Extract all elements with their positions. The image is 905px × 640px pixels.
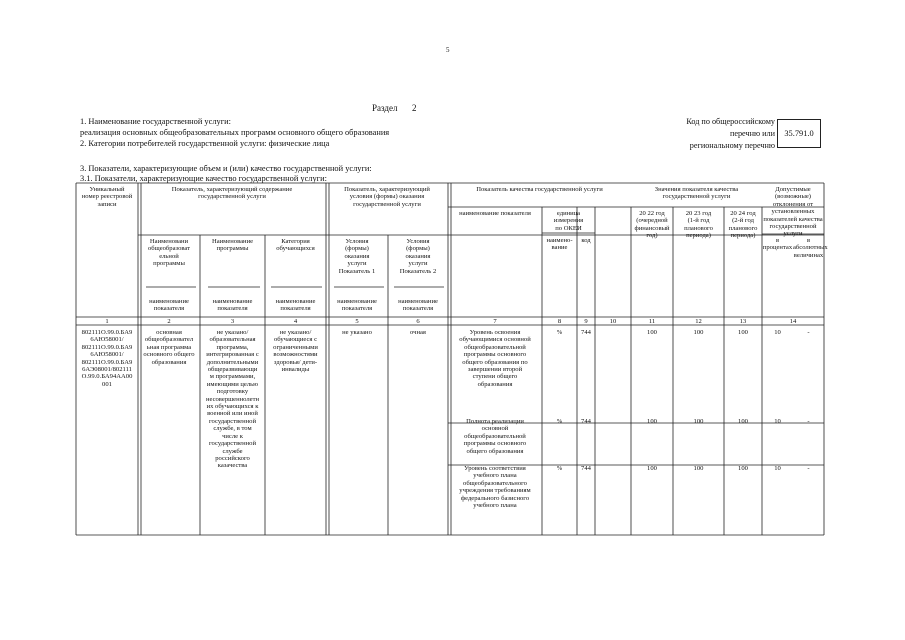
column-number: [138, 318, 200, 325]
program-name-cell-line: м программами,: [209, 373, 256, 381]
unit-code-cell-line: 744: [581, 329, 591, 336]
header-param-label-line: наименование: [149, 298, 189, 305]
header-condition-col-line: (формы): [406, 245, 430, 253]
program-name-cell-line: службе: [222, 447, 243, 455]
column-number: [542, 318, 577, 325]
registry-number-cell-line: О.99.0.БА94АА00: [81, 373, 133, 381]
header-content-col: [265, 238, 326, 253]
header-content-group-line: государственной услуги: [198, 193, 266, 201]
deviation-absolute-cell-line: -: [807, 418, 810, 425]
registry-code-box: 35.791.0: [777, 119, 821, 148]
header-year-2-line: 20 23 год: [685, 210, 712, 217]
quality-indicators-table: [76, 183, 828, 535]
column-number-line: 13: [739, 318, 747, 325]
section-number: 2: [412, 103, 417, 113]
header-content-col-line: ельной: [159, 252, 179, 260]
program-name-cell-line: имеющими целью: [206, 380, 259, 388]
header-unit-group: [542, 210, 595, 232]
header-condition-col: [388, 238, 448, 275]
header-param-label-line: наименование: [398, 298, 438, 305]
column-number: [762, 318, 824, 325]
column-number: [577, 318, 595, 325]
header-year-2-line: периода): [686, 232, 711, 240]
header-unit-group-line: единица: [556, 210, 581, 217]
header-year-3-line: 20 24 год: [730, 210, 756, 217]
header-registry-number-line: номер реестровой: [81, 193, 133, 201]
program-name-cell-line: государственной: [209, 440, 256, 448]
column-number-line: 5: [355, 318, 359, 325]
student-category-cell-line: не указано/: [279, 329, 312, 336]
student-category-cell-line: инвалиды: [281, 366, 310, 374]
header-param-label-line: показателя: [402, 305, 434, 313]
header-unit-name: [542, 237, 577, 252]
unit-code-cell-line: 744: [581, 418, 591, 425]
column-number: [448, 318, 542, 325]
header-unit-group-line: измерения: [553, 217, 584, 225]
header-deviation-group-line: государственной услуги: [769, 223, 817, 238]
column-number-line: 2: [167, 318, 171, 325]
deviation-percent-cell-line: 10: [774, 418, 781, 425]
program-type-cell-line: ьная программа: [146, 343, 192, 351]
column-number-line: 14: [789, 318, 797, 325]
registry-number-cell-line: 6АЭ08001/802111: [82, 366, 132, 374]
section-label: Раздел: [372, 103, 398, 113]
header-year-2-line: планового: [684, 224, 713, 232]
header-deviation-group-line: установленных: [771, 208, 815, 216]
registry-number-cell-line: 802111О.99.0.БА9: [81, 329, 133, 336]
header-param-label: [388, 298, 448, 313]
header-content-group-line: Показатель, характеризующий содержание: [171, 186, 293, 193]
column-number: [595, 318, 631, 325]
unit-code-cell: [577, 418, 595, 425]
column-number-line: 9: [584, 318, 588, 325]
program-name-cell-line: государственной: [209, 417, 256, 425]
header-unit-name-line: вание: [551, 244, 568, 252]
header-year-1-line: финансовый: [634, 224, 670, 232]
header-condition-col-line: (формы): [345, 245, 369, 253]
header-year-2-line: (1-й год: [687, 217, 710, 225]
quality-indicator-name-line: программы основного: [463, 440, 527, 448]
registry-number-cell-line: 802111О.99.0.БА9: [81, 358, 133, 366]
header-condition-col-line: Условия: [345, 238, 369, 245]
header-content-col: [138, 238, 200, 268]
header-deviation-percent-line: в процентах: [762, 237, 793, 252]
quality-indicator-name-line: общеобразовательной: [464, 432, 526, 440]
program-type-cell-line: основного общего: [143, 351, 195, 359]
condition-1-cell-line: не указано: [342, 329, 372, 336]
unit-code-cell-line: 744: [581, 465, 591, 472]
header-year-1-line: 20 22 год: [639, 210, 665, 217]
header-deviation-group-line: Допустимые (возможные): [774, 186, 811, 201]
program-name-cell-line: военной или иной: [207, 410, 258, 418]
quality-indicator-name-line: программы основного: [463, 351, 527, 359]
program-name-cell-line: образовательная: [209, 336, 256, 344]
value-year-3: [724, 418, 762, 425]
header-year-1-line: (очередной: [636, 217, 668, 225]
header-param-label-line: показателя: [153, 305, 185, 313]
value-year-3: [724, 465, 762, 472]
registry-number-cell-line: 001: [102, 380, 112, 388]
column-number: [200, 318, 265, 325]
unit-cell: [542, 418, 577, 425]
quality-indicator-name: [448, 329, 542, 388]
header-param-label: [138, 298, 200, 313]
header-param-label-line: показателя: [217, 305, 248, 313]
header-conditions-group-line: условия (формы) оказания: [349, 193, 425, 201]
value-year-2-line: 100: [693, 418, 704, 425]
condition-2-cell: [388, 329, 448, 336]
column-number-line: 11: [648, 318, 656, 325]
quality-indicator-name-line: общеобразовательного: [463, 479, 527, 487]
column-number: [388, 318, 448, 325]
column-number: [631, 318, 673, 325]
header-deviation-absolute-line: абсолютных: [793, 244, 828, 252]
header-param-label: [265, 298, 326, 313]
program-type-cell-line: основная: [156, 329, 182, 336]
header-values-group-line: Значения показателя качества: [654, 186, 739, 193]
program-name-cell-line: их обучающихся к: [206, 403, 259, 411]
indicators-heading: 3. Показатели, характеризующие объем и (или) качество государственной услуги:: [80, 164, 372, 173]
column-number: [326, 318, 388, 325]
value-year-3-line: 100: [738, 465, 748, 472]
header-content-col-line: программы: [153, 260, 185, 268]
quality-indicator-name-line: учебного плана: [473, 502, 517, 510]
header-content-col-line: обучающихся: [276, 245, 315, 253]
value-year-1: [631, 418, 673, 425]
header-indicator-name-line: наименование показателя: [459, 210, 531, 217]
header-conditions-group: [326, 186, 448, 208]
unit-cell: [542, 329, 577, 336]
value-year-1: [631, 329, 673, 336]
program-name-cell-line: дополнительными: [206, 358, 259, 366]
header-condition-col-line: услуги: [347, 260, 367, 268]
header-conditions-group-line: государственной услуги: [353, 200, 421, 208]
program-name-cell-line: числе к: [222, 432, 243, 440]
header-year-1: [631, 210, 673, 240]
program-name-cell-line: подготовку: [216, 388, 249, 396]
header-condition-col-line: оказания: [344, 252, 370, 260]
program-name-cell-line: казачества: [217, 462, 248, 470]
header-deviation-group-line: отклонения от: [772, 200, 814, 208]
condition-2-cell-line: очная: [410, 329, 426, 336]
service-name-value: реализация основных общеобразовательных программ основного общего образования: [80, 128, 390, 137]
condition-1-cell: [326, 329, 388, 336]
program-type-cell-line: общеобразовател: [144, 336, 194, 344]
value-year-3-line: 100: [738, 418, 748, 425]
deviation-absolute-cell: [793, 418, 824, 425]
registry-number-cell-line: 6АЮ58001/: [90, 351, 124, 359]
indicators-subheading: 3.1. Показатели, характеризующие качество государственной услуги:: [80, 174, 327, 183]
column-number-line: 12: [695, 318, 702, 325]
column-number: [724, 318, 762, 325]
header-indicator-name: [448, 210, 542, 217]
header-deviation-group-line: показателей качества: [763, 215, 823, 223]
column-number-line: 10: [609, 318, 617, 325]
program-name-cell: [200, 329, 265, 470]
student-category-cell-line: возможностями: [273, 351, 318, 359]
registry-number-cell-line: 802111О.99.0.БА9: [81, 343, 133, 351]
program-name-cell-line: общеразвивающи: [207, 366, 258, 374]
header-deviation-absolute: [793, 237, 828, 259]
quality-indicator-name-line: обучающимися основной: [459, 336, 531, 344]
service-name-line: 1. Наименование государственной услуги:: [80, 117, 231, 126]
value-year-1: [631, 465, 673, 472]
unit-cell: [542, 465, 577, 472]
quality-indicator-name: [448, 465, 542, 509]
unit-cell-line: %: [556, 329, 563, 336]
header-param-label-line: показателя: [341, 305, 373, 313]
header-deviation-absolute-line: в: [806, 237, 811, 244]
unit-code-cell: [577, 465, 595, 472]
student-category-cell-line: здоровья/ дети-: [273, 358, 318, 366]
student-category-cell-line: ограниченными: [273, 343, 318, 351]
program-type-cell: [138, 329, 200, 366]
header-quality-group-line: Показатель качества государственной услуги: [476, 186, 603, 193]
registry-code-label-3: региональному перечню: [689, 141, 775, 150]
quality-indicator-name-line: завершении второй: [467, 366, 523, 374]
quality-indicator-name-line: Уровень соответствия: [464, 465, 526, 472]
header-content-group: [138, 186, 326, 201]
header-condition-col-line: оказания: [405, 252, 431, 260]
value-year-2: [673, 329, 724, 336]
quality-indicator-name-line: общего образования: [466, 447, 524, 455]
header-condition-col-line: услуги: [408, 260, 428, 268]
header-year-1-line: год): [646, 232, 658, 240]
quality-indicator-name-line: учебного плана: [473, 472, 517, 480]
program-name-cell-line: российского: [215, 454, 250, 462]
value-year-3-line: 100: [738, 329, 748, 336]
header-unit-code-line: код: [581, 237, 591, 244]
column-number: [76, 318, 138, 325]
unit-cell-line: %: [556, 418, 563, 425]
value-year-3: [724, 329, 762, 336]
header-param-label-line: наименование: [275, 298, 316, 305]
header-param-label-line: наименование: [337, 298, 377, 305]
unit-cell-line: %: [556, 465, 563, 472]
quality-indicator-name: [448, 418, 542, 455]
header-content-col: [200, 238, 265, 253]
header-deviation-absolute-line: величинах: [793, 251, 824, 259]
column-number-line: 1: [105, 318, 109, 325]
column-number: [265, 318, 326, 325]
column-number: [673, 318, 724, 325]
header-quality-group: [448, 186, 631, 193]
registry-number-cell: [76, 329, 138, 388]
header-condition-col-line: Условия: [406, 238, 430, 245]
deviation-absolute-cell-line: -: [807, 329, 810, 336]
deviation-percent-cell: [762, 418, 793, 425]
value-year-2: [673, 465, 724, 472]
header-param-label-line: наименование: [212, 298, 253, 305]
header-condition-col: [326, 238, 388, 275]
program-name-cell-line: несовершеннолетн: [205, 395, 260, 403]
value-year-1-line: 100: [647, 418, 657, 425]
deviation-absolute-cell: [793, 465, 824, 472]
student-category-cell-line: обучающиеся с: [273, 336, 318, 344]
header-unit-name-line: наимено-: [546, 237, 573, 244]
column-number-line: 4: [293, 318, 298, 325]
header-unit-group-line: по ОКЕИ: [555, 224, 582, 232]
header-content-col-line: общеобразоват: [147, 245, 191, 253]
registry-code-label-2: перечню или: [729, 129, 775, 138]
header-registry-number-line: Уникальный: [89, 186, 125, 193]
value-year-2-line: 100: [693, 465, 704, 472]
quality-indicator-name-line: образования: [477, 380, 513, 388]
quality-indicator-name-line: Полнота реализации: [466, 418, 524, 425]
column-number-line: 7: [493, 318, 497, 325]
column-number-line: 3: [230, 318, 235, 325]
quality-indicator-name-line: ступени общего: [472, 373, 518, 381]
program-name-cell-line: службе, в том: [213, 425, 252, 433]
registry-code-label-1: Код по общероссийскому: [686, 117, 775, 126]
deviation-absolute-cell-line: -: [807, 465, 810, 472]
header-deviation-percent: [762, 237, 793, 252]
header-content-col-line: программы: [216, 245, 249, 253]
header-year-3-line: (2-й год: [732, 217, 754, 225]
header-condition-col-line: Показатель 2: [399, 267, 437, 275]
student-category-cell: [265, 329, 326, 373]
header-year-3: [724, 210, 762, 240]
header-param-label: [326, 298, 388, 313]
header-content-col-line: Категория: [281, 238, 310, 245]
deviation-absolute-cell: [793, 329, 824, 336]
program-name-cell-line: программа,: [216, 343, 249, 351]
value-year-2-line: 100: [693, 329, 704, 336]
column-number-line: 6: [416, 318, 420, 325]
unit-code-cell: [577, 329, 595, 336]
page-number: 5: [446, 46, 450, 54]
header-year-3-line: периода): [730, 232, 756, 240]
header-values-group-line: государственной услуги: [662, 193, 731, 201]
registry-number-cell-line: 6АЮ58001/: [90, 336, 124, 344]
header-param-label: [200, 298, 265, 313]
value-year-1-line: 100: [647, 329, 657, 336]
program-name-cell-line: не указано/: [216, 329, 249, 336]
deviation-percent-cell-line: 10: [774, 465, 781, 472]
deviation-percent-cell: [762, 329, 793, 336]
deviation-percent-cell: [762, 465, 793, 472]
header-registry-number: [76, 186, 138, 208]
header-param-label-line: показателя: [280, 305, 311, 313]
quality-indicator-name-line: учреждения требованиям: [459, 487, 531, 495]
quality-indicator-name-line: основной: [481, 425, 509, 433]
program-name-cell-line: интегрированная с: [206, 351, 259, 359]
header-year-2: [673, 210, 724, 240]
quality-indicator-name-line: Уровень освоения: [469, 329, 521, 336]
deviation-percent-cell-line: 10: [774, 329, 781, 336]
header-values-group: [631, 186, 762, 201]
quality-indicator-name-line: общего образования по: [462, 358, 528, 366]
header-content-col-line: Наименование: [211, 238, 254, 245]
value-year-2: [673, 418, 724, 425]
header-deviation-group: [762, 186, 824, 238]
header-content-col-line: Наименовани: [149, 238, 189, 245]
program-type-cell-line: образования: [151, 358, 187, 366]
quality-indicator-name-line: федерального базисного: [460, 494, 530, 502]
column-number-line: 8: [557, 318, 562, 325]
header-unit-code: [577, 237, 595, 244]
quality-indicator-name-line: общеобразовательной: [464, 343, 526, 351]
header-year-3-line: планового: [728, 224, 758, 232]
header-condition-col-line: Показатель 1: [338, 267, 376, 275]
header-conditions-group-line: Показатель, характеризующий: [344, 186, 430, 193]
consumer-category-line: 2. Категории потребителей государственной услуги: физические лица: [80, 139, 330, 148]
header-registry-number-line: записи: [97, 200, 117, 208]
value-year-1-line: 100: [647, 465, 657, 472]
